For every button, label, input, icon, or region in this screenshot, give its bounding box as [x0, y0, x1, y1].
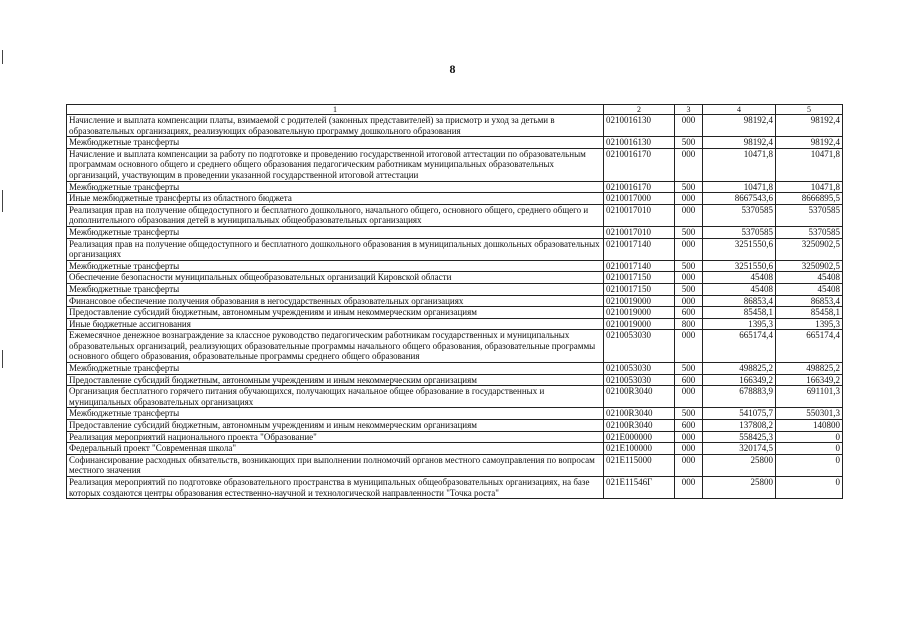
- row-group: 500: [675, 363, 703, 375]
- table-row: [67, 283, 843, 295]
- row-code: 0210019000: [604, 318, 675, 330]
- row-value-1: 98192,4: [703, 115, 776, 137]
- row-value-2: 45408: [776, 272, 843, 284]
- row-group: 800: [675, 318, 703, 330]
- row-name: Финансовое обеспечение получения образования в негосударственных образовательных организациях: [67, 295, 604, 307]
- row-value-1: 166349,2: [703, 374, 776, 386]
- table-row: [67, 330, 843, 363]
- row-value-1: 678883,9: [703, 386, 776, 408]
- row-code: 021E100000: [604, 443, 675, 455]
- row-group: 000: [675, 193, 703, 205]
- row-value-1: 3251550,6: [703, 260, 776, 272]
- row-group: 000: [675, 115, 703, 137]
- row-group: 000: [675, 148, 703, 181]
- row-name: Предоставление субсидий бюджетным, автономным учреждениям и иным некоммерческим организациям: [67, 374, 604, 386]
- table-row: [67, 137, 843, 149]
- row-group: 000: [675, 238, 703, 260]
- row-value-1: 498825,2: [703, 363, 776, 375]
- row-value-2: 0: [776, 477, 843, 499]
- row-code: 021E11546Г: [604, 477, 675, 499]
- row-group: 500: [675, 283, 703, 295]
- row-group: 000: [675, 272, 703, 284]
- row-value-2: 86853,4: [776, 295, 843, 307]
- row-code: 0210017140: [604, 260, 675, 272]
- table-row: [67, 193, 843, 205]
- row-code: 02100R3040: [604, 386, 675, 408]
- row-value-2: 1395,3: [776, 318, 843, 330]
- row-name: Межбюджетные трансферты: [67, 226, 604, 238]
- table-row: [67, 260, 843, 272]
- row-name: Федеральный проект "Современная школа": [67, 443, 604, 455]
- budget-table: [66, 104, 843, 499]
- row-value-2: 691101,3: [776, 386, 843, 408]
- row-value-1: 8667543,6: [703, 193, 776, 205]
- page-number: 8: [449, 62, 456, 76]
- row-code: 0210016170: [604, 148, 675, 181]
- row-value-1: 98192,4: [703, 137, 776, 149]
- row-name: Межбюджетные трансферты: [67, 363, 604, 375]
- row-group: 000: [675, 443, 703, 455]
- row-value-2: 85458,1: [776, 307, 843, 319]
- table-row: [67, 115, 843, 137]
- table-row: [67, 181, 843, 193]
- row-group: 000: [675, 295, 703, 307]
- row-code: 0210016130: [604, 137, 675, 149]
- table-row: [67, 431, 843, 443]
- row-name: Межбюджетные трансферты: [67, 283, 604, 295]
- row-name: Межбюджетные трансферты: [67, 260, 604, 272]
- row-value-2: 5370585: [776, 226, 843, 238]
- table-row: [67, 226, 843, 238]
- row-group: 500: [675, 260, 703, 272]
- row-name: Софинансирование расходных обязательств, возникающих при выполнении полномочий органов местного самоуправления по вопросам местного значения: [67, 454, 604, 476]
- row-group: 600: [675, 307, 703, 319]
- row-code: 021E115000: [604, 454, 675, 476]
- row-code: 0210017140: [604, 238, 675, 260]
- row-value-2: 10471,8: [776, 148, 843, 181]
- table-header-row: [67, 105, 843, 115]
- table-row: [67, 420, 843, 432]
- row-value-2: 8666895,5: [776, 193, 843, 205]
- row-code: 0210016170: [604, 181, 675, 193]
- row-group: 000: [675, 454, 703, 476]
- row-value-1: 25800: [703, 477, 776, 499]
- row-name: Межбюджетные трансферты: [67, 137, 604, 149]
- row-value-2: 0: [776, 431, 843, 443]
- row-value-1: 86853,4: [703, 295, 776, 307]
- header-cell: 1: [67, 105, 604, 115]
- row-value-2: 5370585: [776, 204, 843, 226]
- row-group: 000: [675, 431, 703, 443]
- row-value-1: 541075,7: [703, 408, 776, 420]
- row-name: Реализация мероприятий национального проекта "Образование": [67, 431, 604, 443]
- table-row: [67, 307, 843, 319]
- row-value-2: 3250902,5: [776, 260, 843, 272]
- table-row: [67, 408, 843, 420]
- row-value-1: 320174,5: [703, 443, 776, 455]
- row-value-2: 0: [776, 454, 843, 476]
- row-group: 500: [675, 181, 703, 193]
- row-group: 600: [675, 374, 703, 386]
- row-name: Начисление и выплата компенсации за работу по подготовке и проведению государственной итоговой аттестации по образовательным программам основного общего и среднего общего образования педагогическим работникам муниципальных образовательных организаций, участвующим в проведении указанной государственной итоговой аттестации: [67, 148, 604, 181]
- row-value-2: 140800: [776, 420, 843, 432]
- table-row: [67, 238, 843, 260]
- row-group: 500: [675, 408, 703, 420]
- row-value-1: 5370585: [703, 204, 776, 226]
- row-group: 000: [675, 330, 703, 363]
- row-code: 0210019000: [604, 307, 675, 319]
- table-row: [67, 454, 843, 476]
- row-name: Межбюджетные трансферты: [67, 181, 604, 193]
- row-code: 02100R3040: [604, 420, 675, 432]
- row-name: Предоставление субсидий бюджетным, автономным учреждениям и иным некоммерческим организациям: [67, 307, 604, 319]
- row-group: 000: [675, 477, 703, 499]
- row-code: 0210017010: [604, 204, 675, 226]
- row-code: 0210053030: [604, 363, 675, 375]
- table-row: [67, 295, 843, 307]
- row-value-2: 166349,2: [776, 374, 843, 386]
- row-value-2: 3250902,5: [776, 238, 843, 260]
- row-value-1: 10471,8: [703, 148, 776, 181]
- row-name: Реализация прав на получение общедоступного и бесплатного дошкольного образования в муниципальных дошкольных образовательных организациях: [67, 238, 604, 260]
- row-code: 0210019000: [604, 295, 675, 307]
- table-row: [67, 204, 843, 226]
- header-cell: 5: [776, 105, 843, 115]
- header-cell: 4: [703, 105, 776, 115]
- table-row: [67, 443, 843, 455]
- row-value-2: 98192,4: [776, 115, 843, 137]
- row-value-1: 3251550,6: [703, 238, 776, 260]
- row-value-1: 10471,8: [703, 181, 776, 193]
- row-value-1: 665174,4: [703, 330, 776, 363]
- row-value-2: 498825,2: [776, 363, 843, 375]
- table-row: [67, 386, 843, 408]
- row-group: 000: [675, 204, 703, 226]
- row-value-2: 665174,4: [776, 330, 843, 363]
- row-group: 000: [675, 386, 703, 408]
- row-code: 0210017010: [604, 226, 675, 238]
- row-name: Реализация мероприятий по подготовке образовательного пространства в муниципальных общеобразовательных организациях, на базе которых создаются центры образования естественно-научной и технологической направленности "Точка роста": [67, 477, 604, 499]
- row-code: 0210016130: [604, 115, 675, 137]
- row-name: Начисление и выплата компенсации платы, взимаемой с родителей (законных представителей) за присмотр и уход за детьми в образовательных организациях, реализующих образовательную программу дошкольного образования: [67, 115, 604, 137]
- table-row: [67, 318, 843, 330]
- row-value-1: 25800: [703, 454, 776, 476]
- row-value-1: 1395,3: [703, 318, 776, 330]
- row-name: Организация бесплатного горячего питания обучающихся, получающих начальное общее образование в государственных и муниципальных образовательных организациях: [67, 386, 604, 408]
- row-code: 02100R3040: [604, 408, 675, 420]
- row-name: Реализация прав на получение общедоступного и бесплатного дошкольного, начального общего, основного общего, среднего общего и дополнительного образования детей в муниципальных общеобразовательных организациях: [67, 204, 604, 226]
- header-cell: 2: [604, 105, 675, 115]
- row-group: 500: [675, 137, 703, 149]
- row-group: 500: [675, 226, 703, 238]
- table-row: [67, 363, 843, 375]
- row-value-1: 85458,1: [703, 307, 776, 319]
- row-value-2: 10471,8: [776, 181, 843, 193]
- row-value-1: 45408: [703, 272, 776, 284]
- row-code: 021E000000: [604, 431, 675, 443]
- row-value-2: 550301,3: [776, 408, 843, 420]
- row-name: Иные бюджетные ассигнования: [67, 318, 604, 330]
- row-value-1: 45408: [703, 283, 776, 295]
- row-code: 0210017000: [604, 193, 675, 205]
- row-code: 0210017150: [604, 272, 675, 284]
- row-name: Межбюджетные трансферты: [67, 408, 604, 420]
- row-name: Обеспечение безопасности муниципальных общеобразовательных организаций Кировской области: [67, 272, 604, 284]
- row-code: 0210017150: [604, 283, 675, 295]
- row-name: Ежемесячное денежное вознаграждение за классное руководство педагогическим работникам государственных и муниципальных образовательных организаций, реализующих образовательные программы начального общего образования, образовательные программы основного общего образования, образовательные программы среднего общего образования: [67, 330, 604, 363]
- header-cell: 3: [675, 105, 703, 115]
- table-row: [67, 477, 843, 499]
- row-value-1: 5370585: [703, 226, 776, 238]
- margin-mark: [2, 350, 3, 368]
- table-row: [67, 148, 843, 181]
- margin-mark: [2, 190, 3, 212]
- table-row: [67, 374, 843, 386]
- row-name: Предоставление субсидий бюджетным, автономным учреждениям и иным некоммерческим организациям: [67, 420, 604, 432]
- row-value-2: 0: [776, 443, 843, 455]
- row-value-1: 137808,2: [703, 420, 776, 432]
- row-value-1: 558425,3: [703, 431, 776, 443]
- row-value-2: 45408: [776, 283, 843, 295]
- row-value-2: 98192,4: [776, 137, 843, 149]
- row-name: Иные межбюджетные трансферты из областного бюджета: [67, 193, 604, 205]
- row-group: 600: [675, 420, 703, 432]
- table-row: [67, 272, 843, 284]
- row-code: 0210053030: [604, 330, 675, 363]
- row-code: 0210053030: [604, 374, 675, 386]
